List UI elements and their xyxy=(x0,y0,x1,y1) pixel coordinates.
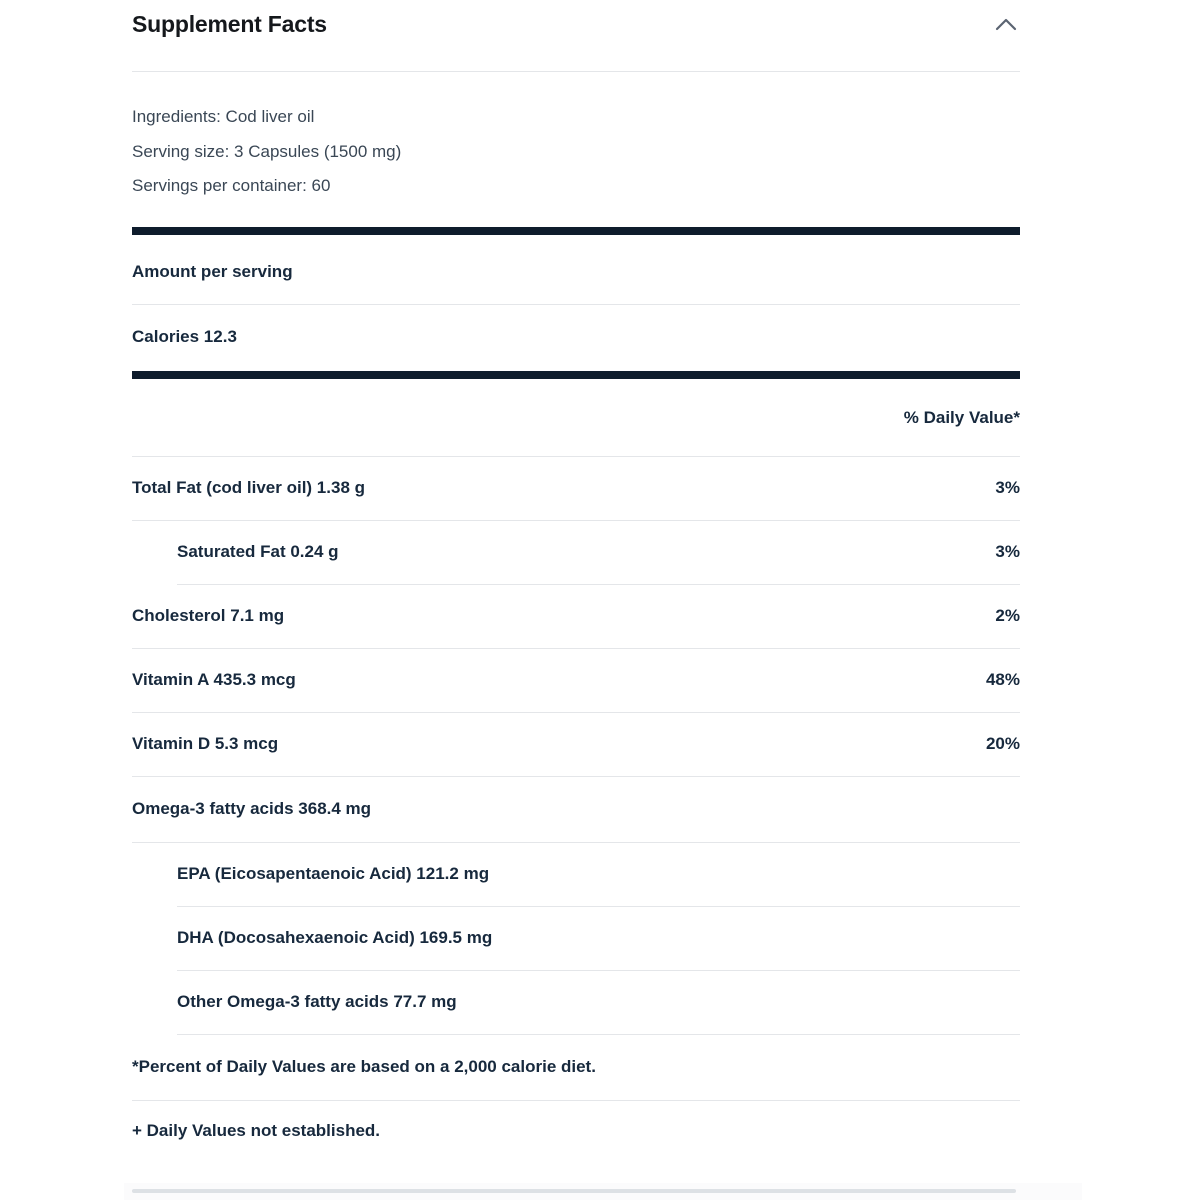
nutrient-daily-value: 2% xyxy=(995,606,1020,625)
supplement-facts-accordion-header[interactable] xyxy=(132,4,1020,44)
table-row-omega3 xyxy=(132,776,1020,843)
chevron-up-icon[interactable] xyxy=(994,16,1018,32)
thick-bar-top xyxy=(132,227,1020,235)
serving-size-line: Serving size: 3 Capsules (1500 mg) xyxy=(132,142,402,161)
nutrient-daily-value: 3% xyxy=(995,478,1020,497)
footnote-not-established-row xyxy=(132,1100,1020,1162)
daily-value-header: % Daily Value* xyxy=(903,407,1020,427)
footnote-not-established: + Daily Values not established. xyxy=(132,1121,381,1140)
table-row-vitamin-d xyxy=(132,712,1020,777)
nutrient-label: EPA (Eicosapentaenoic Acid) 121.2 mg xyxy=(177,864,490,883)
next-section-divider xyxy=(132,1189,1016,1193)
section-title: Supplement Facts xyxy=(132,10,327,37)
table-row-vitamin-a xyxy=(132,648,1020,713)
nutrient-label: Saturated Fat 0.24 g xyxy=(177,542,339,561)
nutrient-label: Total Fat (cod liver oil) 1.38 g xyxy=(132,478,366,497)
nutrient-label: Other Omega-3 fatty acids 77.7 mg xyxy=(177,992,457,1011)
table-row-other-omega3 xyxy=(177,970,1020,1035)
calories-line: Calories 12.3 xyxy=(132,327,237,346)
table-row-cholesterol xyxy=(132,584,1020,649)
divider xyxy=(132,71,1020,72)
ingredients-line: Ingredients: Cod liver oil xyxy=(132,107,315,126)
table-row-total-fat xyxy=(132,456,1020,521)
nutrient-label: Vitamin D 5.3 mcg xyxy=(132,734,279,753)
footnote-percent-row xyxy=(132,1034,1020,1101)
nutrient-label: Omega-3 fatty acids 368.4 mg xyxy=(132,799,372,818)
footnote-percent: *Percent of Daily Values are based on a 2,000 calorie diet. xyxy=(132,1057,596,1076)
table-row-saturated-fat xyxy=(177,520,1020,585)
daily-value-header-row xyxy=(132,379,1020,457)
supplement-facts-panel xyxy=(132,0,1020,1200)
table-row-dha xyxy=(177,906,1020,971)
nutrient-daily-value: 3% xyxy=(995,542,1020,561)
nutrient-label: Cholesterol 7.1 mg xyxy=(132,606,285,625)
divider xyxy=(132,304,1020,305)
nutrient-daily-value: 20% xyxy=(985,734,1020,753)
table-row-epa xyxy=(177,842,1020,907)
amount-per-serving-label: Amount per serving xyxy=(132,262,293,281)
nutrient-label: DHA (Docosahexaenoic Acid) 169.5 mg xyxy=(177,928,493,947)
nutrient-daily-value: 48% xyxy=(985,670,1020,689)
servings-per-container-line: Servings per container: 60 xyxy=(132,176,331,195)
nutrient-label: Vitamin A 435.3 mcg xyxy=(132,670,296,689)
thick-bar-bottom xyxy=(132,371,1020,379)
